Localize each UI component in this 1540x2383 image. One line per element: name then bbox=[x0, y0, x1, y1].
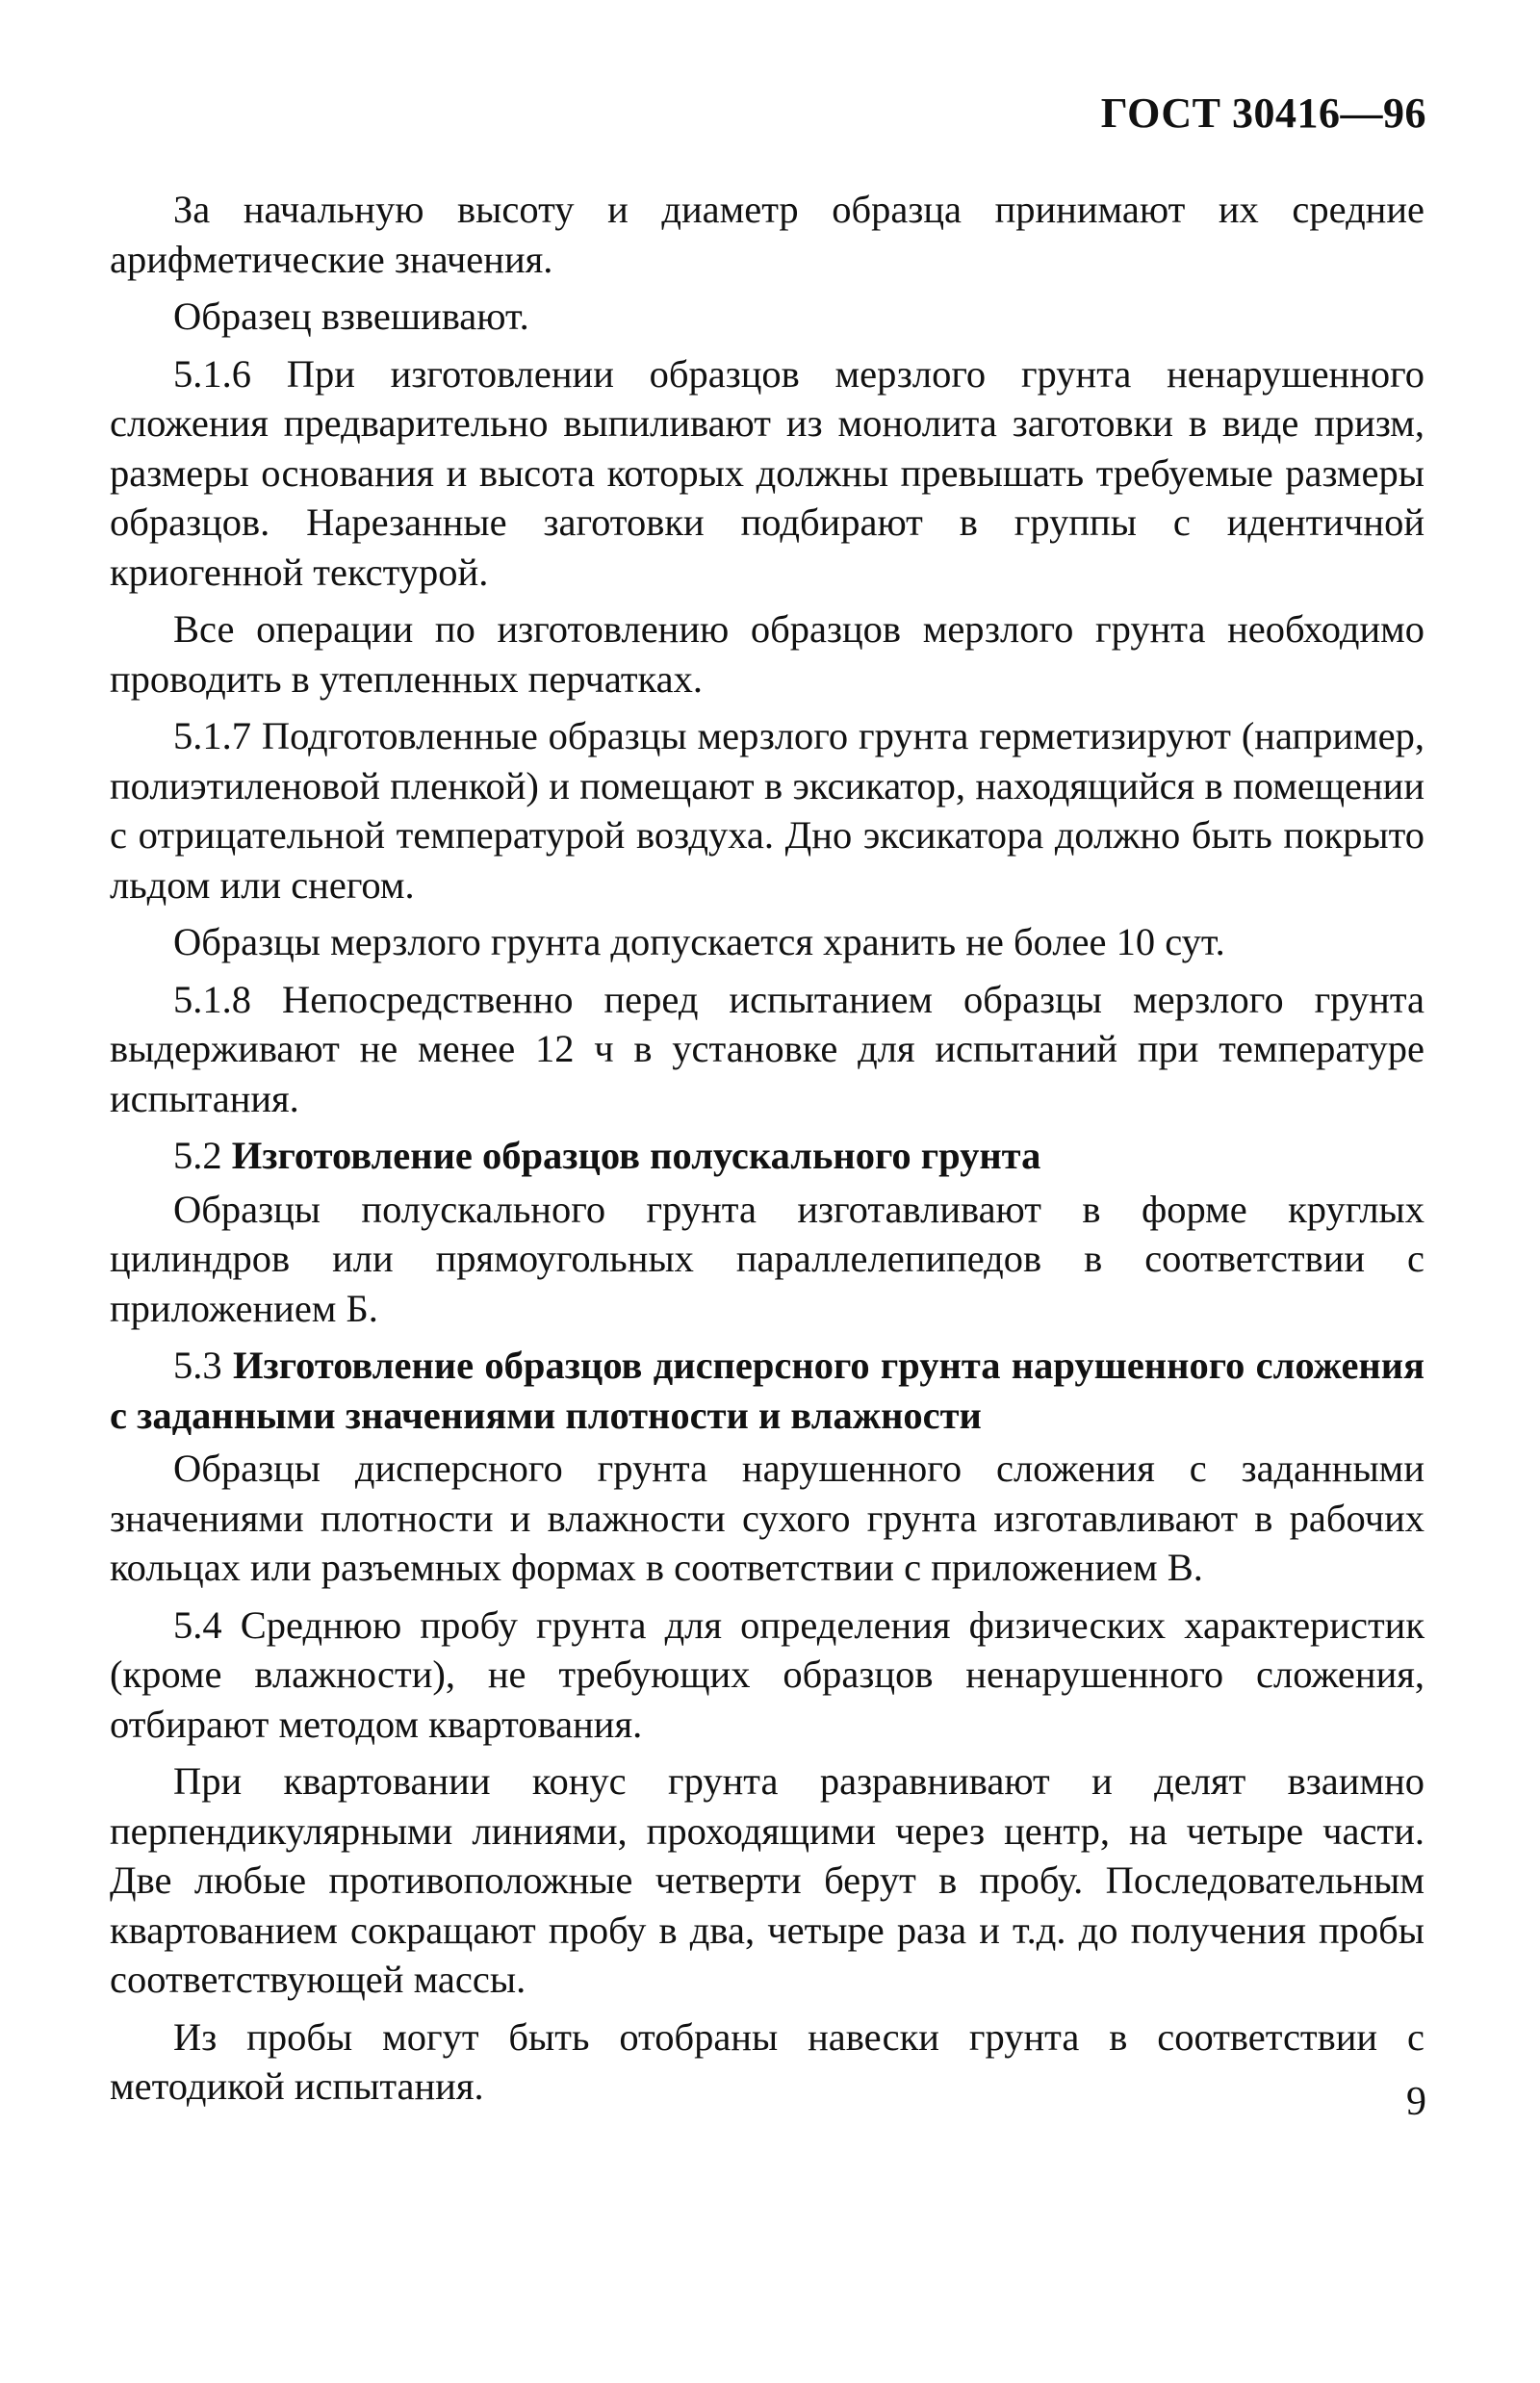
section-title: Изготовление образцов полускального грунта bbox=[231, 1134, 1041, 1177]
paragraph-semirock-samples: Образцы полускального грунта изготавливают в форме круглых цилиндров или прямоугольных параллелепипедов в соответствии с приложением Б. bbox=[110, 1187, 1424, 1330]
paragraph-initial-dimensions: За начальную высоту и диаметр образца принимают их средние арифметические значения. bbox=[110, 188, 1424, 281]
section-number: 5.3 bbox=[173, 1344, 222, 1387]
paragraph-quartering: При квартовании конус грунта разравнивают и делят взаимно перпендикулярными линиями, проходящими через центр, на четыре части. Две любые противоположные четверти берут в пробу. Последовательным квартованием сокращают пробу в два, четыре раза и т.д. до получения пробы соответствующей массы. bbox=[110, 1759, 1424, 2001]
section-title: Изготовление образцов дисперсного грунта нарушенного сложения с заданными значениями плотности и влажности bbox=[110, 1344, 1425, 1437]
section-heading-5-2 bbox=[110, 1131, 1424, 1181]
paragraph-5-1-8: 5.1.8 Непосредственно перед испытанием образцы мерзлого грунта выдерживают не менее 12 ч в установке для испытаний при температуре испытания. bbox=[110, 977, 1424, 1120]
section-heading-5-3 bbox=[110, 1341, 1424, 1440]
paragraph-dispersed-samples: Образцы дисперсного грунта нарушенного сложения с заданными значениями плотности и влажности сухого грунта изготавливают в рабочих кольцах или разъемных формах в соответствии с приложением В. bbox=[110, 1447, 1424, 1589]
paragraph-5-1-7: 5.1.7 Подготовленные образцы мерзлого грунта герметизируют (например, полиэтиленовой пленкой) и помещают в эксикатор, находящийся в помещении с отрицательной температурой воздуха. Дно эксикатора должно быть покрыто льдом или снегом. bbox=[110, 714, 1424, 907]
paragraph-test-portions: Из пробы могут быть отобраны навески грунта в соответствии с методикой испытания. bbox=[110, 2014, 1424, 2108]
paragraph-5-4: 5.4 Среднюю пробу грунта для определения физических характеристик (кроме влажности), не требующих образцов ненарушенного сложения, отбирают методом квартования. bbox=[110, 1602, 1424, 1746]
document-header: ГОСТ 30416—96 bbox=[1100, 90, 1426, 137]
paragraph-5-1-6: 5.1.6 При изготовлении образцов мерзлого грунта ненарушенного сложения предварительно выпиливают из монолита заготовки в виде призм, размеры основания и высота которых должны превышать требуемые размеры образцов. Нарезанные заготовки подбирают в группы с идентичной криогенной текстурой. bbox=[110, 351, 1424, 594]
paragraph-weighing: Образец взвешивают. bbox=[173, 295, 529, 338]
document-body bbox=[110, 185, 1424, 2119]
paragraph-storage: Образцы мерзлого грунта допускается хранить не более 10 сут. bbox=[173, 920, 1225, 963]
page-number: 9 bbox=[1406, 2080, 1426, 2124]
section-number: 5.2 bbox=[173, 1134, 222, 1177]
paragraph-gloves: Все операции по изготовлению образцов мерзлого грунта необходимо проводить в утепленных перчатках. bbox=[110, 607, 1424, 701]
